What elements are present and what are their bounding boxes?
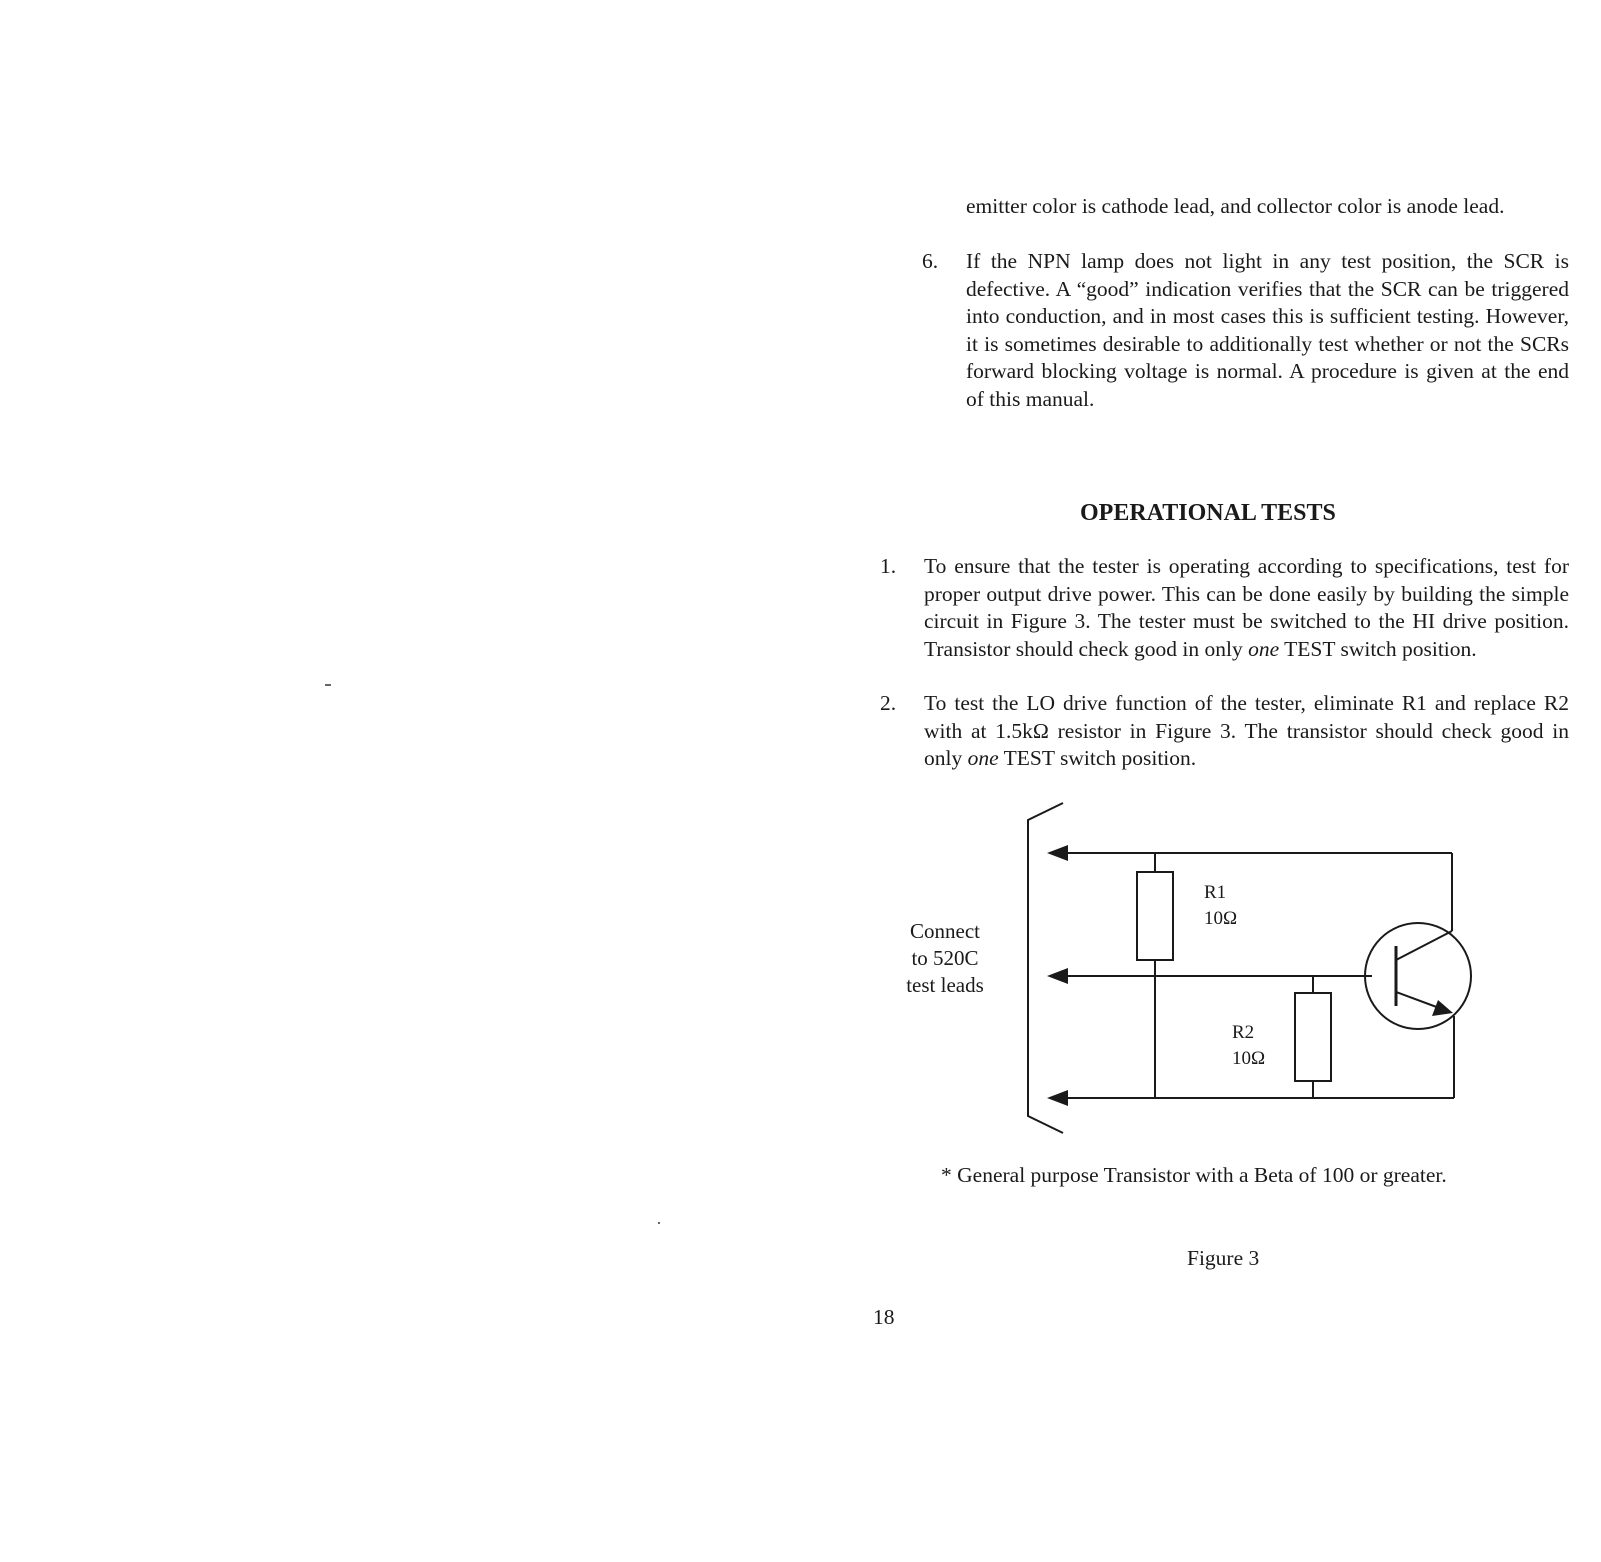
section-heading: OPERATIONAL TESTS bbox=[1080, 500, 1336, 526]
list-item-text: To test the LO drive function of the tester, eliminate R1 and replace R2 with at 1.5kΩ resistor in Figure 3. The transistor should check good in only one TEST switch position. bbox=[924, 691, 1569, 770]
figure-note: * General purpose Transistor with a Beta of 100 or greater. bbox=[941, 1163, 1447, 1187]
list-item-text: To ensure that the tester is operating according to specifications, test for proper output drive power. This can be done easily by building the simple circuit in Figure 3. The tester must be switched to the HI drive position. Transistor should check good in only one TEST switch position. bbox=[924, 554, 1569, 661]
connector-bracket bbox=[1028, 803, 1063, 1133]
lead-arrow-bottom bbox=[1047, 1090, 1068, 1106]
list-item-number: 2. bbox=[880, 691, 897, 715]
figure-caption: Figure 3 bbox=[1187, 1246, 1260, 1270]
emitter-arrow bbox=[1432, 1000, 1453, 1016]
continuation-paragraph: emitter color is cathode lead, and collector color is anode lead. bbox=[966, 194, 1505, 218]
r2-label: R2 10Ω bbox=[1232, 1022, 1266, 1069]
scan-speck bbox=[325, 684, 331, 686]
lead-arrow-top bbox=[1047, 845, 1068, 861]
r2-resistor bbox=[1295, 993, 1331, 1081]
emphasis-text: one bbox=[967, 746, 999, 770]
lead-arrow-middle bbox=[1047, 968, 1068, 984]
transistor-collector bbox=[1396, 931, 1452, 960]
list-item-number: 6. bbox=[922, 249, 939, 273]
scan-speck bbox=[658, 1222, 660, 1224]
connect-label: Connect to 520C test leads bbox=[906, 919, 984, 997]
transistor-circle bbox=[1365, 923, 1471, 1029]
list-item-number: 1. bbox=[880, 554, 897, 578]
r1-label: R1 10Ω bbox=[1204, 882, 1238, 929]
emphasis-text: one bbox=[1248, 636, 1280, 661]
transistor-emitter bbox=[1396, 992, 1450, 1012]
r1-resistor bbox=[1137, 872, 1173, 960]
list-item-text: If the NPN lamp does not light in any test position, the SCR is defective. A “good” indication verifies that the SCR can be triggered into conduction, and in most cases this is sufficient testing. However, it is sometimes desirable to additionally test whether or not the SCRs forward blocking voltage is normal. A procedure is given at the end of this manual. bbox=[966, 249, 1569, 411]
page-number: 18 bbox=[873, 1305, 895, 1329]
